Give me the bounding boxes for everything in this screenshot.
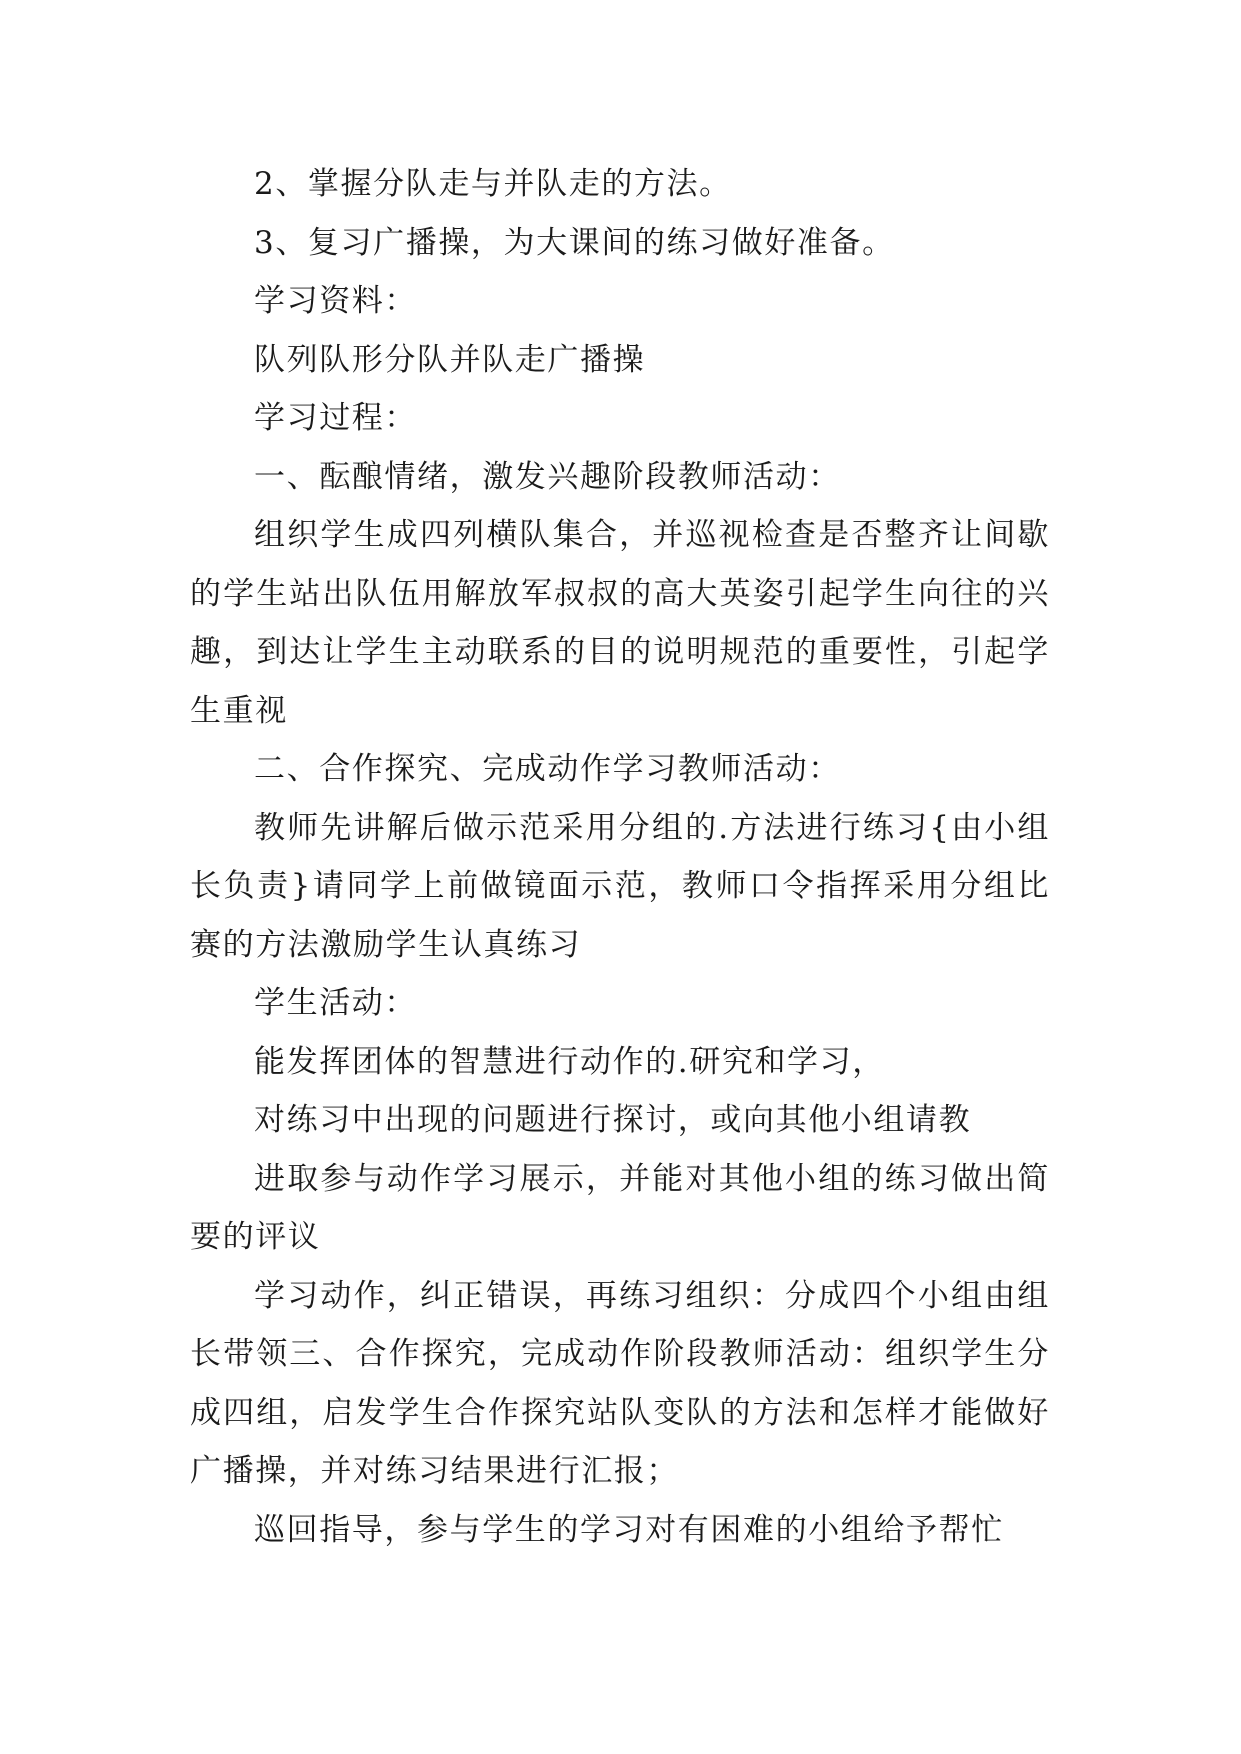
document-body <box>190 155 1050 1559</box>
paragraph-stage-2-heading: 二、合作探究、完成动作学习教师活动： <box>254 751 841 787</box>
paragraph-stage-1-body: 组织学生成四列横队集合，并巡视检查是否整齐让间歇的学生站出队伍用解放军叔叔的高大英姿引起学生向往的兴趣，到达让学生主动联系的目的说明规范的重要性，引起学生重视 <box>190 517 1050 729</box>
paragraph-student-activity-3: 进取参与动作学习展示，并能对其他小组的练习做出简要的评议 <box>190 1160 1050 1255</box>
paragraph-objective-3: 3、复习广播操，为大课间的练习做好准备。 <box>254 224 895 261</box>
paragraph-student-activity-heading: 学生活动： <box>254 985 417 1021</box>
paragraph-student-activity-2: 对练习中出现的问题进行探讨，或向其他小组请教 <box>254 1102 972 1138</box>
paragraph-materials: 队列队形分队并队走广播操 <box>254 341 646 378</box>
paragraph-guidance: 巡回指导，参与学生的学习对有困难的小组给予帮忙 <box>254 1511 1004 1548</box>
paragraph-objective-2: 2、掌握分队走与并队走的方法。 <box>254 166 732 202</box>
paragraph-stage-3: 学习动作，纠正错误，再练习组织：分成四个小组由组长带领三、合作探究，完成动作阶段教师活动：组织学生分成四组，启发学生合作探究站队变队的方法和怎样才能做好广播操，并对练习结果进行汇报； <box>190 1277 1050 1489</box>
paragraph-stage-2-body: 教师先讲解后做示范采用分组的.方法进行练习{由小组长负责}请同学上前做镜面示范，教师口令指挥采用分组比赛的方法激励学生认真练习 <box>190 809 1050 963</box>
paragraph-student-activity-1: 能发挥团体的智慧进行动作的.研究和学习， <box>254 1043 885 1080</box>
paragraph-stage-1-heading: 一、酝酿情绪，激发兴趣阶段教师活动： <box>254 458 841 495</box>
paragraph-process-heading: 学习过程： <box>254 400 417 436</box>
paragraph-materials-heading: 学习资料： <box>254 283 417 319</box>
